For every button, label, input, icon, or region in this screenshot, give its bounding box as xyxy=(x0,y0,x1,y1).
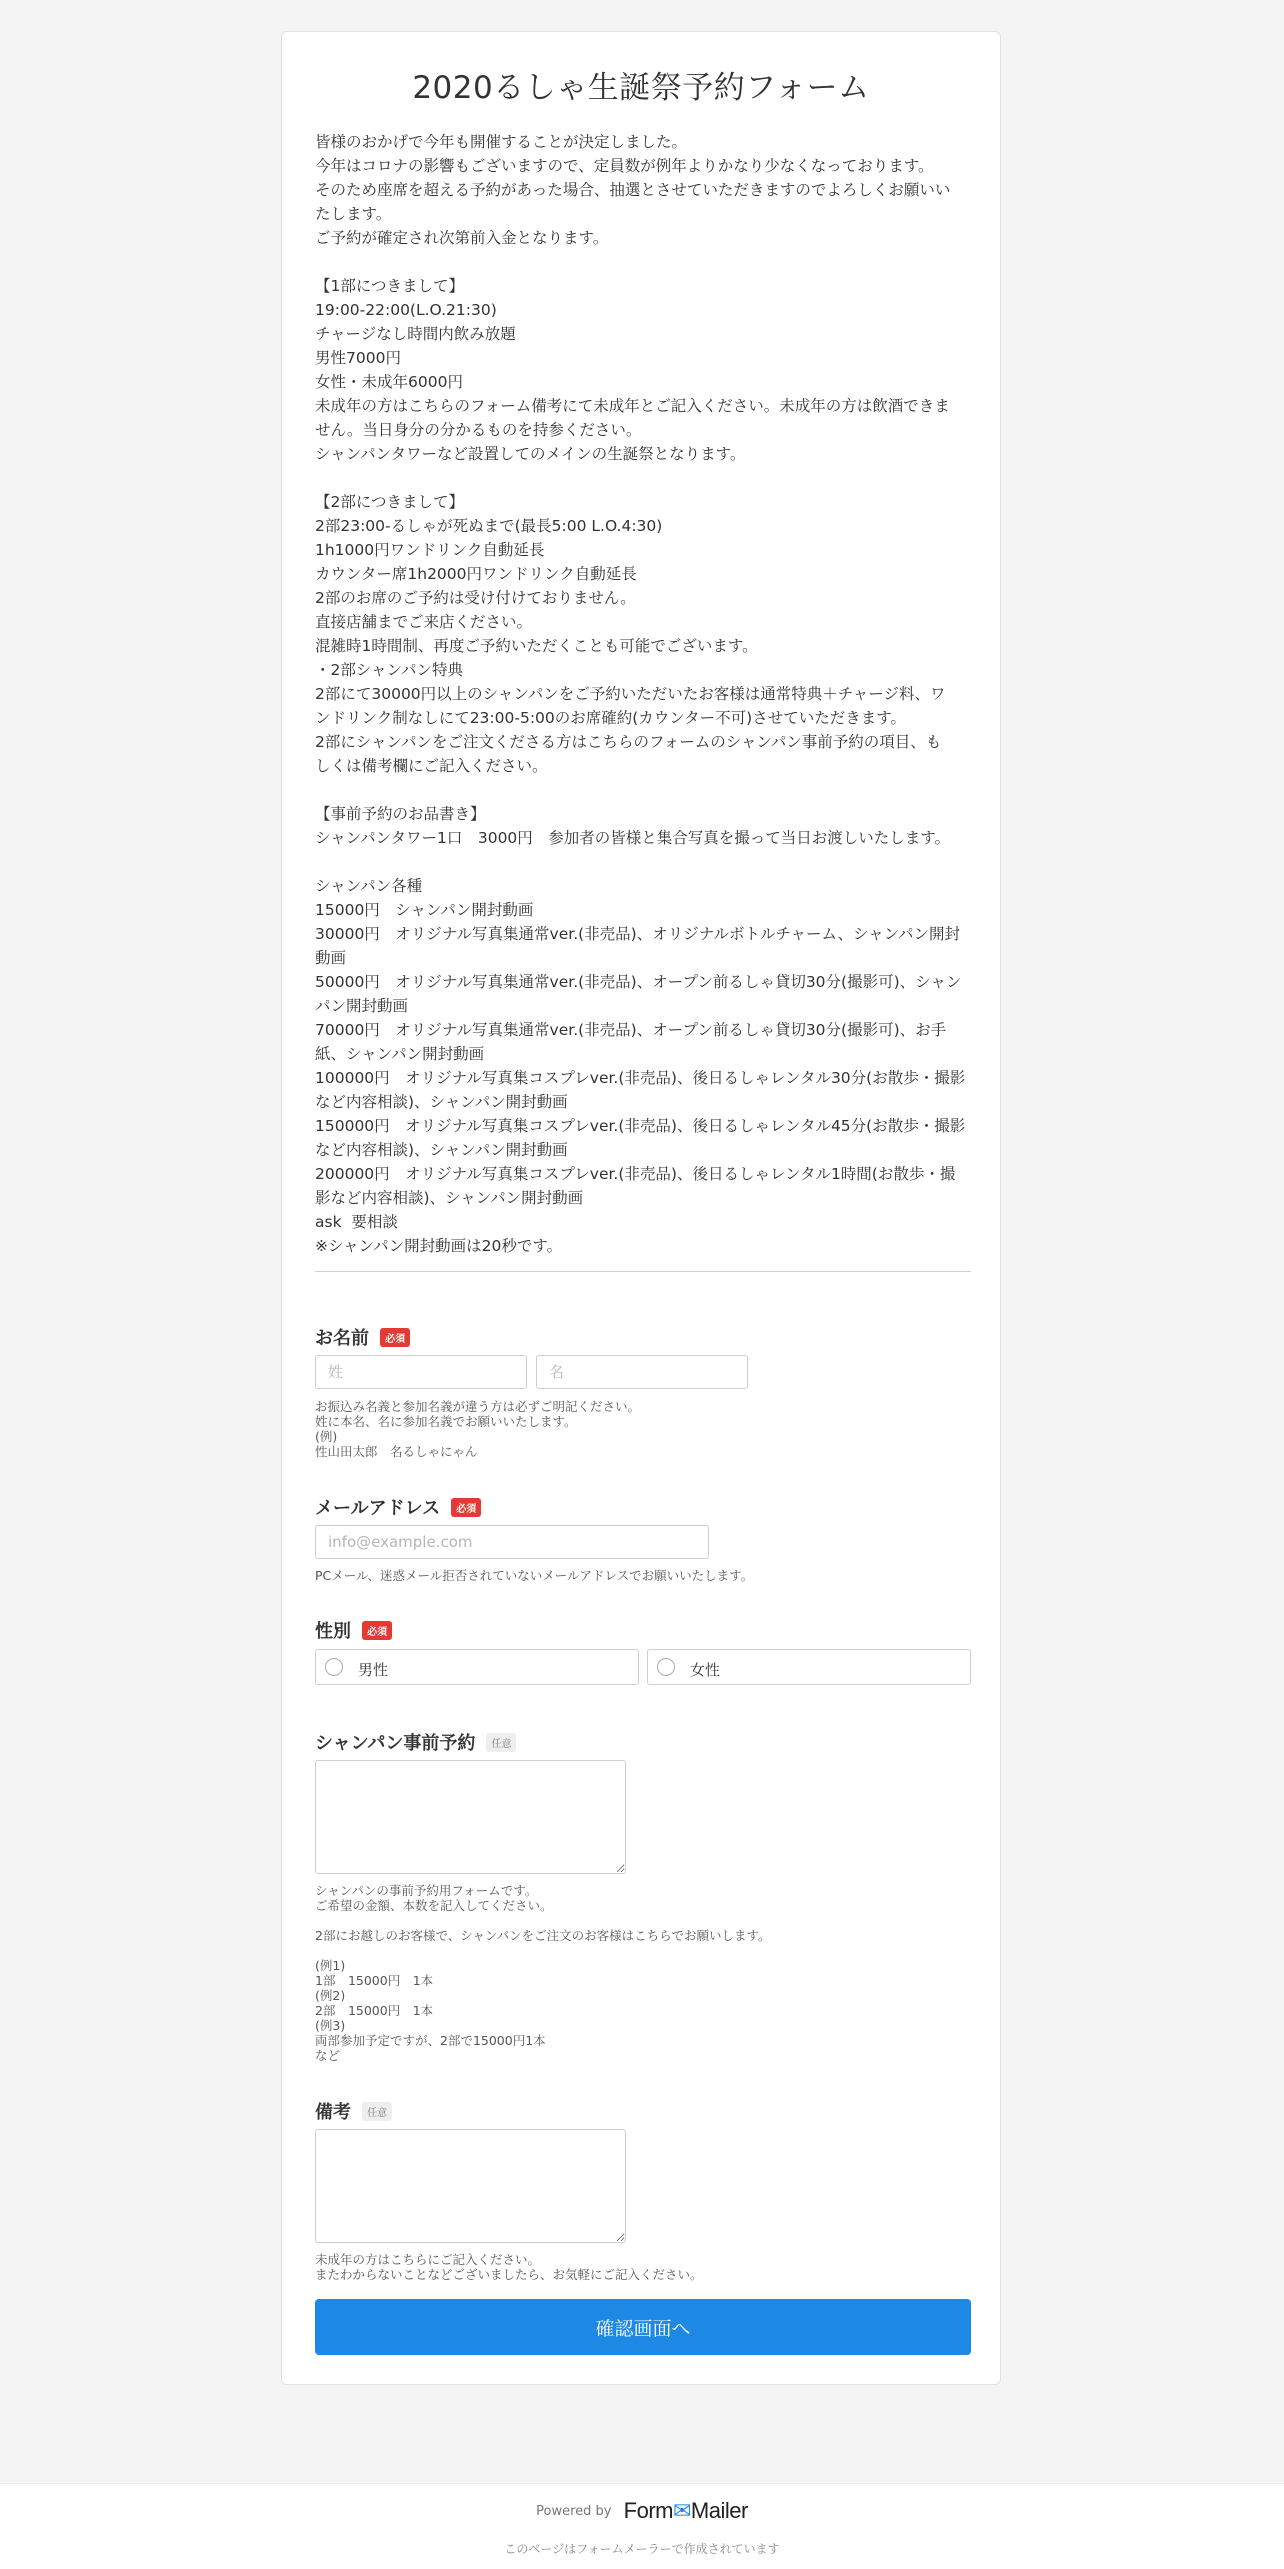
description-line: シャンパンタワー1口 3000円 参加者の皆様と集合写真を撮って当日お渡しいたします。 xyxy=(315,829,951,847)
help-line xyxy=(315,1913,770,1928)
help-line: 2部にお越しのお客様で、シャンパンをご注文のお客様はこちらでお願いします。 xyxy=(315,1928,771,1943)
help-line: 2部 15000円 1本 xyxy=(315,2003,434,2018)
form-card xyxy=(281,31,1001,2385)
description-line: 直接店舗までご来店ください。 xyxy=(315,613,533,631)
description-line xyxy=(315,778,975,802)
description-line: 紙、シャンパン開封動画 xyxy=(315,1045,485,1063)
footer-note: このページはフォームメーラーで作成されています xyxy=(504,2542,780,2556)
help-line xyxy=(315,1943,770,1958)
envelope-icon: ✉ xyxy=(672,2498,691,2523)
description-line: 【2部につきまして】 xyxy=(315,493,465,511)
champagne-textarea[interactable] xyxy=(315,1760,626,1874)
help-line: またわからないことなどございましたら、お気軽にご記入ください。 xyxy=(315,2267,703,2282)
champagne-field-group xyxy=(315,1729,971,1755)
gender-option-label: 女性 xyxy=(690,1661,721,1679)
help-line: 姓に本名、名に参加名義でお願いいたします。 xyxy=(315,1414,577,1429)
powered-by xyxy=(0,2498,1284,2524)
required-badge: 必須 xyxy=(362,1621,392,1640)
description-line: ・2部シャンパン特典 xyxy=(315,661,463,679)
optional-badge: 任意 xyxy=(362,2102,392,2121)
form-description xyxy=(315,130,975,1258)
description-line: 19:00-22:00(L.O.21:30) xyxy=(315,301,497,319)
help-line: (例2) xyxy=(315,1988,346,2003)
description-line: シャンパンタワーなど設置してのメインの生誕祭となります。 xyxy=(315,445,746,463)
powered-by-text: Powered by xyxy=(536,2504,612,2519)
help-line: 性山田太郎 名るしゃにゃん xyxy=(315,1444,478,1459)
notes-textarea[interactable] xyxy=(315,2129,626,2243)
description-line: 動画 xyxy=(315,949,347,967)
footer xyxy=(0,2483,1284,2569)
help-line: 未成年の方はこちらにご記入ください。 xyxy=(315,2252,541,2267)
description-line: 70000円 オリジナル写真集通常ver.(非売品)、オープン前るしゃ貸切30分(撮影可)、お手 xyxy=(315,1021,947,1039)
gender-field-group xyxy=(315,1617,971,1643)
name-label: お名前 xyxy=(315,1328,369,1349)
description-line: ※シャンパン開封動画は20秒です。 xyxy=(315,1237,563,1255)
champagne-label: シャンパン事前予約 xyxy=(315,1733,476,1754)
help-line: 1部 15000円 1本 xyxy=(315,1973,434,1988)
description-line: せん。当日身分の分かるものを持参ください。 xyxy=(315,421,642,439)
description-line: パン開封動画 xyxy=(315,997,409,1015)
description-line: 女性・未成年6000円 xyxy=(315,373,463,391)
champagne-help-text xyxy=(315,1883,770,2063)
required-badge: 必須 xyxy=(451,1498,481,1517)
gender-option-female[interactable] xyxy=(647,1649,971,1685)
help-line: など xyxy=(315,2048,341,2063)
name-help-text xyxy=(315,1399,640,1459)
description-line: 未成年の方はこちらのフォーム備考にて未成年とご記入ください。未成年の方は飲酒できま xyxy=(315,397,950,415)
last-name-input[interactable] xyxy=(315,1355,527,1389)
description-line: 50000円 オリジナル写真集通常ver.(非売品)、オープン前るしゃ貸切30分(撮影可)、シャン xyxy=(315,973,962,991)
email-input[interactable] xyxy=(315,1525,709,1559)
help-line: (例) xyxy=(315,1429,338,1444)
description-line: 混雑時1時間制、再度ご予約いただくことも可能でございます。 xyxy=(315,637,758,655)
notes-help-text xyxy=(315,2252,703,2282)
optional-badge: 任意 xyxy=(486,1733,516,1752)
help-line: (例1) xyxy=(315,1958,346,1973)
description-line: 【1部につきまして】 xyxy=(315,277,465,295)
description-line: 【事前予約のお品書き】 xyxy=(315,805,486,823)
radio-button-icon[interactable] xyxy=(325,1658,343,1676)
help-line: お振込み名義と参加名義が違う方は必ずご明記ください。 xyxy=(315,1399,641,1414)
description-line: チャージなし時間内飲み放題 xyxy=(315,325,516,343)
gender-option-label: 男性 xyxy=(358,1661,389,1679)
description-line xyxy=(315,850,975,874)
description-line: 男性7000円 xyxy=(315,349,401,367)
logo-text-form: Form xyxy=(623,2498,673,2523)
description-line: そのため座席を超える予約があった場合、抽選とさせていただきますのでよろしくお願いい xyxy=(315,181,951,199)
description-line: カウンター席1h2000円ワンドリンク自動延長 xyxy=(315,565,637,583)
description-line: 影など内容相談)、シャンパン開封動画 xyxy=(315,1189,584,1207)
description-line: 2部のお席のご予約は受け付けておりません。 xyxy=(315,589,636,607)
description-line: 2部23:00-るしゃが死ぬまで(最長5:00 L.O.4:30) xyxy=(315,517,663,535)
description-line: ご予約が確定され次第前入金となります。 xyxy=(315,229,609,247)
description-line: 150000円 オリジナル写真集コスプレver.(非売品)、後日るしゃレンタル45分(お散歩・撮影 xyxy=(315,1117,966,1135)
description-line: シャンパン各種 xyxy=(315,877,423,895)
description-line: 2部にシャンパンをご注文くださる方はこちらのフォームのシャンパン事前予約の項目、も xyxy=(315,733,942,751)
email-label: メールアドレス xyxy=(315,1498,441,1519)
help-line: (例3) xyxy=(315,2018,346,2033)
description-line: ask 要相談 xyxy=(315,1213,398,1231)
description-line: 1h1000円ワンドリンク自動延長 xyxy=(315,541,545,559)
description-line: しくは備考欄にご記入ください。 xyxy=(315,757,548,775)
description-line: 今年はコロナの影響もございますので、定員数が例年よりかなり少なくなっております。 xyxy=(315,157,934,175)
gender-label: 性別 xyxy=(315,1621,351,1642)
email-help-text: PCメール、迷惑メール拒否されていないメールアドレスでお願いいたします。 xyxy=(315,1568,754,1583)
description-line: 200000円 オリジナル写真集コスプレver.(非売品)、後日るしゃレンタル1時間(お散歩・撮 xyxy=(315,1165,956,1183)
divider xyxy=(315,1271,971,1272)
description-line: など内容相談)、シャンパン開封動画 xyxy=(315,1093,568,1111)
help-line: ご希望の金額、本数を記入してください。 xyxy=(315,1898,553,1913)
description-line: 100000円 オリジナル写真集コスプレver.(非売品)、後日るしゃレンタル30分(お散歩・撮影 xyxy=(315,1069,966,1087)
formmailer-logo[interactable] xyxy=(624,2498,748,2524)
description-line: 2部にて30000円以上のシャンパンをご予約いただいたお客様は通常特典＋チャージ料、ワ xyxy=(315,685,946,703)
help-line: 両部参加予定ですが、2部で15000円1本 xyxy=(315,2033,546,2048)
confirm-button[interactable]: 確認画面へ xyxy=(315,2299,971,2355)
logo-text-mailer: Mailer xyxy=(690,2498,748,2523)
description-line xyxy=(315,466,975,490)
description-line: 15000円 シャンパン開封動画 xyxy=(315,901,534,919)
required-badge: 必須 xyxy=(380,1328,410,1347)
description-line: ンドリンク制なしにて23:00-5:00のお席確約(カウンター不可)させていただきます。 xyxy=(315,709,906,727)
notes-field-group xyxy=(315,2098,971,2124)
help-line: シャンパンの事前予約用フォームです。 xyxy=(315,1883,538,1898)
email-field-group xyxy=(315,1494,971,1520)
gender-option-male[interactable] xyxy=(315,1649,639,1685)
description-line: など内容相談)、シャンパン開封動画 xyxy=(315,1141,568,1159)
radio-button-icon[interactable] xyxy=(657,1658,675,1676)
description-line: 皆様のおかげで今年も開催することが決定しました。 xyxy=(315,133,688,151)
first-name-input[interactable] xyxy=(536,1355,748,1389)
form-title: 2020るしゃ生誕祭予約フォーム xyxy=(412,70,870,106)
notes-label: 備考 xyxy=(315,2102,351,2123)
description-line: たします。 xyxy=(315,205,392,223)
description-line xyxy=(315,250,975,274)
description-line: 30000円 オリジナル写真集通常ver.(非売品)、オリジナルボトルチャーム、シャンパン開封 xyxy=(315,925,961,943)
name-field-group xyxy=(315,1324,971,1350)
